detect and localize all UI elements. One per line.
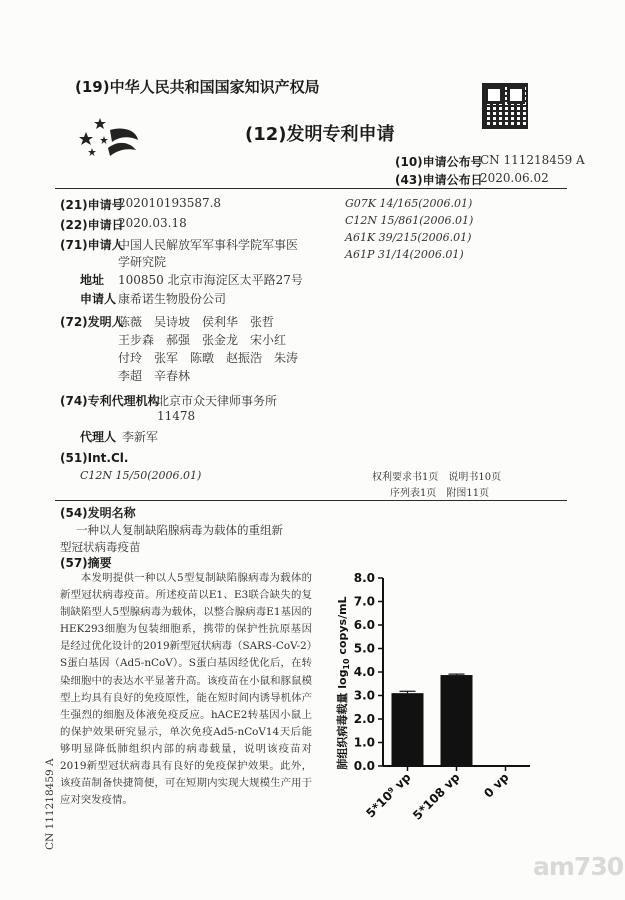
address: 100850 北京市海淀区太平路27号 (118, 273, 303, 287)
office-name: (19)中华人民共和国国家知识产权局 (75, 78, 320, 96)
ipc-code: G07K 14/165(2006.01) (345, 197, 473, 210)
invention-title-line-1: 一种以人复制缺陷腺病毒为载体的重组新 (76, 523, 283, 537)
viral-load-chart (320, 535, 570, 865)
x-tick-label: 5*108 vp (410, 770, 463, 823)
page-count-line-2: 序列表1页 附图11页 (390, 488, 490, 499)
top-divider (55, 188, 567, 189)
agency: 北京市众天律师事务所 (157, 394, 278, 408)
int-cl-label: (51)Int.Cl. (60, 451, 129, 465)
y-axis-label: 肺组织病毒载量 $\log_{10}$ copys/mL (336, 596, 351, 770)
filing-date: 2020.03.18 (118, 216, 187, 230)
y-tick-label: 2.0 (353, 712, 375, 726)
y-tick-label: 3.0 (353, 688, 375, 703)
filing-date-label: (22)申请日 (60, 218, 124, 232)
agent: 李新军 (122, 430, 159, 444)
y-tick-label: 7.0 (353, 594, 375, 609)
abstract-label: (57)摘要 (60, 556, 112, 570)
y-tick-label: 6.0 (353, 618, 375, 632)
x-tick-label: 0 vp (481, 770, 512, 801)
publication-date: 2020.06.02 (480, 171, 549, 185)
middle-divider (55, 500, 567, 501)
ipc-code: A61P 31/14(2006.01) (345, 248, 464, 261)
y-tick-label: 5.0 (353, 641, 375, 656)
agent-label: 代理人 (80, 430, 117, 444)
applicant2-label: 申请人 (80, 292, 117, 306)
y-tick-label: 8.0 (353, 571, 375, 585)
inventors-line-3: 付玲 张军 陈暾 赵振浩 朱涛 (118, 351, 299, 365)
address-label: 地址 (80, 273, 105, 287)
agency-code: 11478 (157, 409, 196, 423)
inventors-label: (72)发明人 (60, 315, 124, 329)
applicant-line-2: 学研究院 (118, 255, 167, 269)
title-label: (54)发明名称 (60, 506, 136, 520)
y-tick-label: 1.0 (353, 735, 375, 750)
qr-code (482, 83, 528, 129)
ipc-code: C12N 15/861(2006.01) (345, 214, 474, 227)
page-count-line-1: 权利要求书1页 说明书10页 (372, 472, 502, 483)
y-tick-label: 4.0 (353, 665, 375, 679)
emblem-icon (78, 116, 140, 164)
applicant-label: (71)申请人 (60, 238, 124, 252)
inventors-line-1: 陈薇 吴诗坡 侯利华 张哲 (118, 315, 275, 329)
bar (441, 675, 473, 766)
publication-date-label: (43)申请公布日 (395, 173, 483, 187)
inventors-line-4: 李超 辛春林 (118, 369, 191, 383)
abstract-text: 本发明提供一种以人5型复制缺陷腺病毒为载体的新型冠状病毒疫苗。所述疫苗以E1、E3联合缺失的复制缺陷型人5型腺病毒为载体，以整合腺病毒E1基因的HEK293细胞为包装细胞系，携带的保护性抗原基因是经过优化设计的2019新型冠状病毒（SARS-CoV-2）S蛋白基因（Ad5-nCoV）。S蛋白基因经优化后，在转染细胞中的表达水平显著升高。该疫苗在小鼠和豚鼠模型上均具有良好的免疫原性，能在短时间内诱导机体产生强烈的细胞及体液免疫反应。hACE2转基因小鼠上的保护效果研究显示，单次免疫Ad5-nCoV14天后能够明显降低肺组织内部的病毒载量，说明该疫苗对2019新型冠状病毒具有良好的免疫保护效果。此外，该疫苗制备快捷简便，可在短期内实现大规模生产用于应对突发疫情。 (60, 572, 312, 807)
publication-number-label: (10)申请公布号 (395, 155, 483, 169)
inventors-line-2: 王步森 郝强 张金龙 宋小红 (118, 333, 287, 347)
invention-title-line-2: 型冠状病毒疫苗 (60, 540, 141, 554)
y-tick-label: 0.0 (353, 759, 375, 773)
applicant2: 康希诺生物股份公司 (118, 292, 227, 306)
agency-label: (74)专利代理机构 (60, 394, 160, 408)
application-number: 202010193587.8 (118, 196, 222, 210)
bar (392, 693, 424, 766)
side-publication-number: CN 111218459 A (44, 758, 56, 850)
document-type: (12)发明专利申请 (245, 124, 395, 145)
publication-number: CN 111218459 A (480, 153, 585, 167)
watermark-logo: am730 (533, 852, 624, 881)
applicant-line-1: 中国人民解放军军事科学院军事医 (118, 238, 299, 252)
application-number-label: (21)申请号 (60, 198, 124, 212)
x-tick-label: 5*10⁹ vp (363, 770, 414, 821)
ipc-code: A61K 39/215(2006.01) (345, 231, 472, 244)
int-cl-main: C12N 15/50(2006.01) (80, 469, 202, 482)
